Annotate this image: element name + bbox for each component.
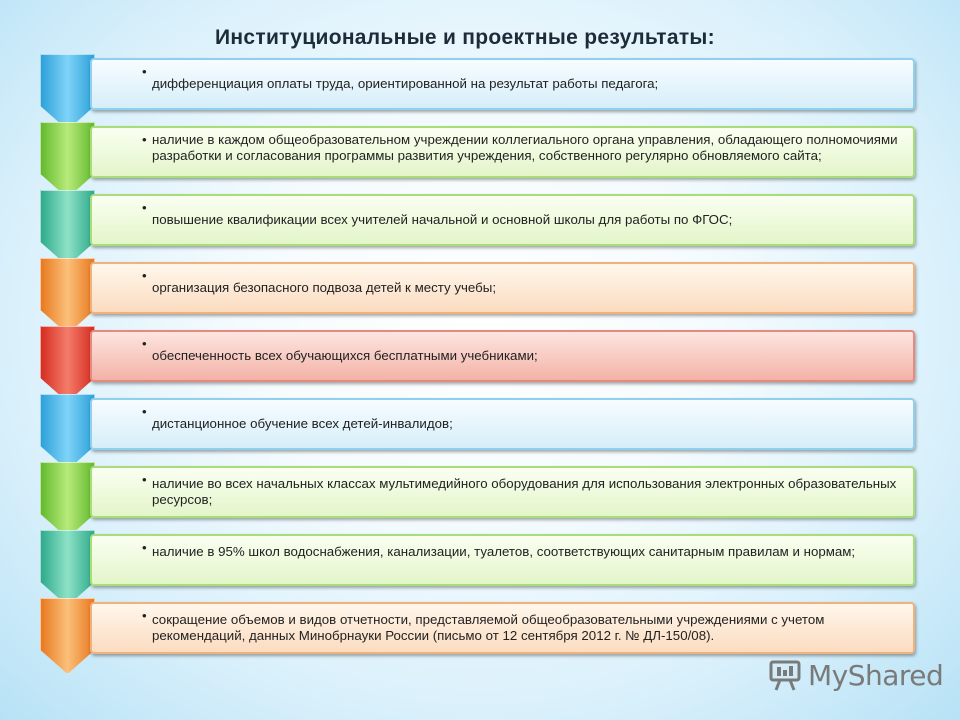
list-item-box bbox=[90, 58, 915, 110]
list-item-box bbox=[90, 330, 915, 382]
teal-chevron bbox=[40, 530, 95, 606]
logo-text: MyShared bbox=[808, 659, 944, 692]
list-item-text: • дифференциация оплаты труда, ориентированной на результат работы педагога; bbox=[142, 64, 899, 92]
orange-chevron bbox=[40, 258, 95, 334]
list-item-text: • наличие в каждом общеобразовательном учреждении коллегиального органа управления, обладающего полномочиями разработки и согласования программы развития учреждения, собственного регулярно обновляемого сайта; bbox=[142, 132, 899, 163]
list-item-box bbox=[90, 602, 915, 654]
list-item bbox=[40, 398, 915, 450]
list-item-text: • наличие в 95% школ водоснабжения, канализации, туалетов, соответствующих санитарным правилам и нормам; bbox=[142, 540, 899, 560]
teal-chevron bbox=[40, 190, 95, 266]
orange-chevron bbox=[40, 598, 95, 674]
list-item-text: • дистанционное обучение всех детей-инвалидов; bbox=[142, 404, 899, 432]
list-item bbox=[40, 194, 915, 246]
list-item bbox=[40, 602, 915, 654]
list-item-box bbox=[90, 466, 915, 518]
list-item-box bbox=[90, 534, 915, 586]
green-chevron bbox=[40, 462, 95, 538]
list-item bbox=[40, 126, 915, 178]
list-item-box bbox=[90, 262, 915, 314]
blue-chevron bbox=[40, 54, 95, 130]
list-item-text: • наличие во всех начальных классах мультимедийного оборудования для использования электронных образовательных ресурсов; bbox=[142, 472, 899, 507]
list-item bbox=[40, 466, 915, 518]
list-item bbox=[40, 58, 915, 110]
list-item bbox=[40, 262, 915, 314]
list-item-text: • сокращение объемов и видов отчетности, представляемой общеобразовательными учреждениями с учетом рекомендаций, данных Минобрнауки России (письмо от 12 сентября 2012 г. № ДЛ-150/08). bbox=[142, 608, 899, 643]
list-item-text: • обеспеченность всех обучающихся бесплатными учебниками; bbox=[142, 336, 899, 364]
list-item-text: • организация безопасного подвоза детей к месту учебы; bbox=[142, 268, 899, 296]
list-item bbox=[40, 330, 915, 382]
list-item-box bbox=[90, 126, 915, 178]
green-chevron bbox=[40, 122, 95, 198]
list-item-box bbox=[90, 194, 915, 246]
list-item-box bbox=[90, 398, 915, 450]
slide-title: Институциональные и проектные результаты: bbox=[215, 26, 715, 49]
list-item-text: • повышение квалификации всех учителей начальной и основной школы для работы по ФГОС; bbox=[142, 200, 899, 228]
red-chevron bbox=[40, 326, 95, 402]
presentation-board-icon bbox=[768, 658, 802, 692]
blue-chevron bbox=[40, 394, 95, 470]
list-item bbox=[40, 534, 915, 586]
